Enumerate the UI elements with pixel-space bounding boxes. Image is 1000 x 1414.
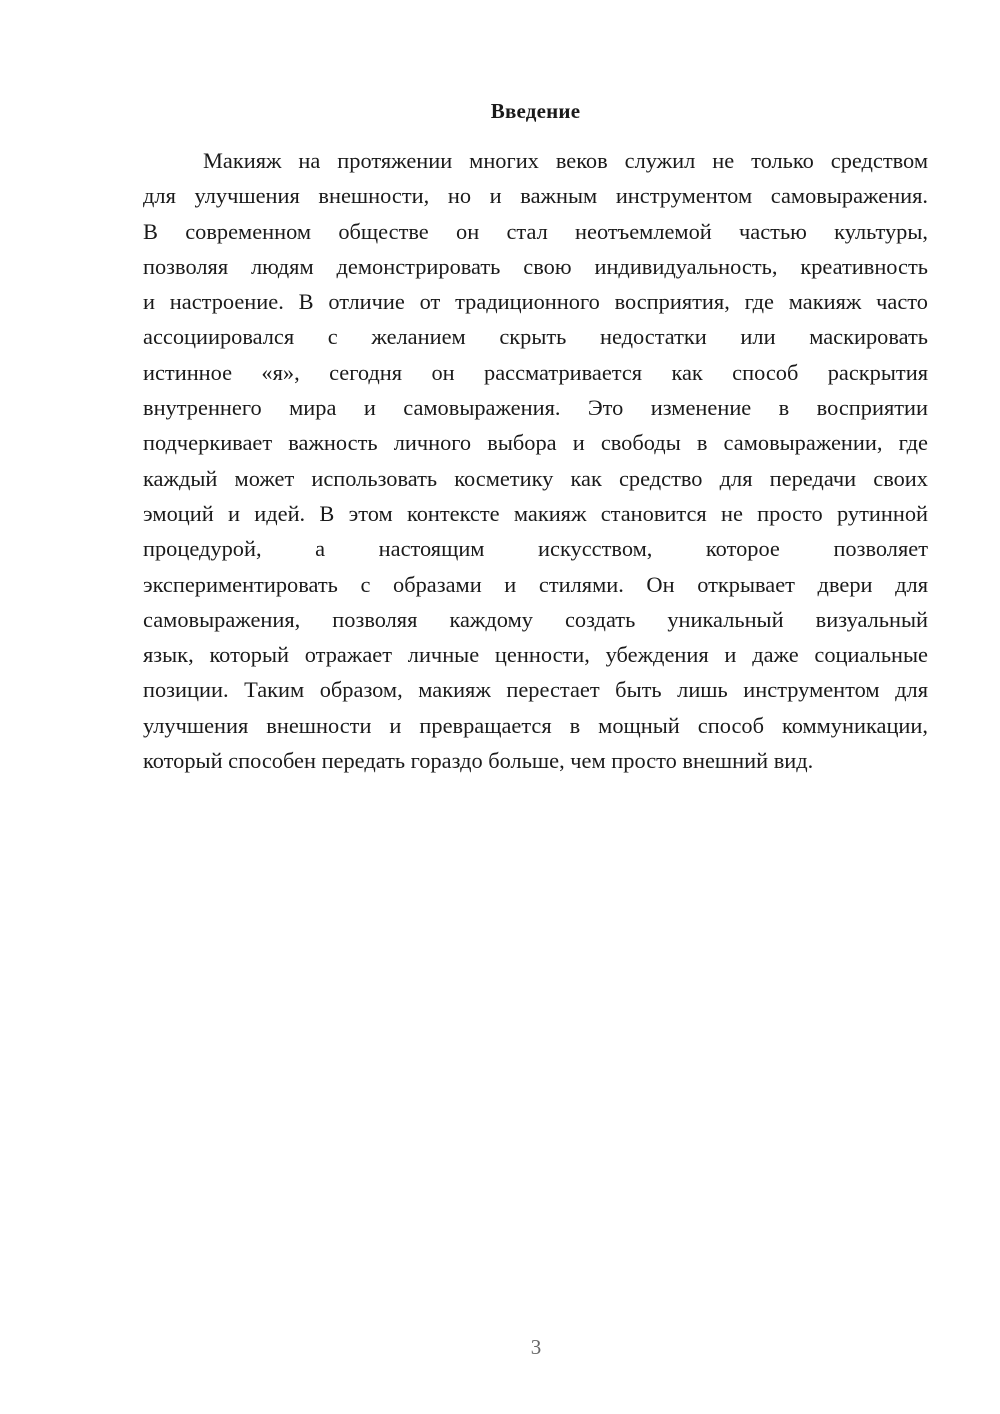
paragraph-line: Макияж на протяжении многих веков служил не только средством [203,148,928,173]
paragraph-line: самовыражения, позволяя каждому создать уникальный визуальный [143,606,928,632]
paragraph-line: для улучшения внешности, но и важным инструментом самовыражения. [143,183,928,209]
paragraph-line: процедурой, а настоящим искусством, которое позволяет [143,536,928,562]
paragraph-line: язык, который отражает личные ценности, убеждения и даже социальные [143,642,928,668]
paragraph-line: ассоциировался с желанием скрыть недостатки или маскировать [143,324,928,350]
page-number: 3 [530,1335,542,1359]
paragraph-line: позволяя людям демонстрировать свою индивидуальность, креативность [143,253,928,279]
paragraph-line: внутреннего мира и самовыражения. Это изменение в восприятии [143,395,928,421]
paragraph-line: эмоций и идей. В этом контексте макияж становится не просто рутинной [143,500,928,526]
section-heading: Введение [490,99,581,123]
paragraph-line: позиции. Таким образом, макияж перестает быть лишь инструментом для [143,677,928,703]
paragraph-line: подчеркивает важность личного выбора и свободы в самовыражении, где [143,430,928,456]
paragraph-line: и настроение. В отличие от традиционного восприятия, где макияж часто [143,289,928,315]
paragraph-line: улучшения внешности и превращается в мощный способ коммуникации, [143,712,928,738]
paragraph-line: В современном обществе он стал неотъемлемой частью культуры, [143,218,928,244]
intro-paragraph [143,143,928,778]
paragraph-line: который способен передать гораздо больше, чем просто внешний вид. [143,748,814,774]
paragraph-line: истинное «я», сегодня он рассматривается как способ раскрытия [143,359,928,385]
paragraph-line: каждый может использовать косметику как средство для передачи своих [143,465,928,491]
paragraph-line: экспериментировать с образами и стилями. Он открывает двери для [143,571,928,597]
